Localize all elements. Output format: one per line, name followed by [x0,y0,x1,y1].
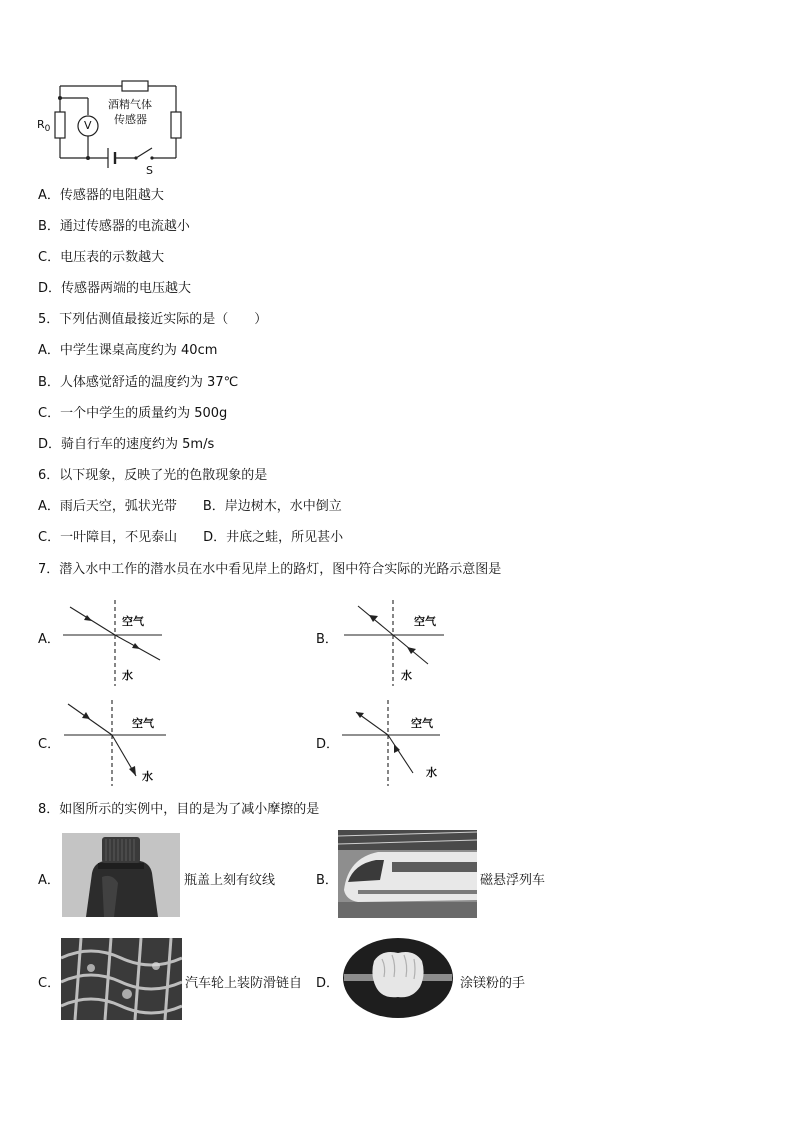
q7-diagram-a [60,598,200,688]
q5-option-a: A．中学生课桌高度约为 40cm [38,343,218,358]
chalked-hand-photo [342,937,454,1019]
circuit-diagram [36,78,196,178]
q7-letter-a: A． [38,632,60,647]
q8-stem: 8．如图所示的实例中，目的是为了减小摩擦的是 [38,802,320,817]
q7-a-air-label: 空气 [122,615,144,628]
q4-option-d: D．传感器两端的电压越大 [38,281,192,296]
q8-caption-b: 磁悬浮列车 [480,873,546,888]
switch-label: S [146,164,153,177]
q7-d-air-label: 空气 [411,717,433,730]
q7-letter-b: B． [316,632,338,647]
q7-letter-d: D． [316,737,340,752]
r0-letter: R [37,118,45,131]
snow-chain-tire-svg [61,938,182,1020]
q7-diagram-d [338,698,478,788]
q4-option-b: B．通过传感器的电流越小 [38,219,190,234]
q8-caption-a: 瓶盖上刻有纹线 [184,873,276,888]
q7-d-water-label: 水 [426,766,437,779]
q7-b-air-label: 空气 [414,615,436,628]
q7-a-water-label: 水 [122,669,133,682]
q8-letter-c: C． [38,976,61,991]
q4-option-a: A．传感器的电阻越大 [38,188,164,203]
maglev-train-photo [338,830,477,918]
q7-letter-c: C． [38,737,61,752]
bottle-cap-svg [62,833,180,917]
q5-option-d: D．骑自行车的速度约为 5m/s [38,437,215,452]
q7-diagram-c [60,698,200,788]
q6-stem: 6．以下现象，反映了光的色散现象的是 [38,468,268,483]
sensor-label-line1: 酒精气体 [108,98,152,111]
q7-stem: 7．潜入水中工作的潜水员在水中看见岸上的路灯，图中符合实际的光路示意图是 [38,562,502,577]
q7-diagram-c-svg [60,698,200,788]
q7-b-water-label: 水 [401,669,412,682]
maglev-train-svg [338,830,477,918]
q7-diagram-b [338,598,478,688]
q8-letter-a: A． [38,873,60,888]
r0-subscript: 0 [44,124,51,135]
q5-stem: 5．下列估测值最接近实际的是（ ） [38,312,268,327]
sensor-label-line2: 传感器 [114,113,147,126]
q7-diagram-d-svg [338,698,478,788]
chalked-hand-svg [342,937,454,1019]
q8-caption-c: 汽车轮上装防滑链自 [185,976,303,991]
q6-options-row1: A．雨后天空，弧状光带 B．岸边树木，水中倒立 [38,499,342,514]
q7-c-water-label: 水 [142,770,153,783]
snow-chain-tire-photo [61,938,182,1020]
voltmeter-label: V [84,119,92,132]
bottle-cap-photo [62,833,180,917]
q5-option-b: B．人体感觉舒适的温度约为 37℃ [38,375,239,390]
q4-option-c: C．电压表的示数越大 [38,250,165,265]
q8-letter-b: B． [316,873,338,888]
q8-letter-d: D． [316,976,340,991]
q7-c-air-label: 空气 [132,717,154,730]
q6-options-row2: C．一叶障目，不见泰山 D．井底之蛙，所见甚小 [38,530,344,545]
r0-label [37,118,50,134]
q5-option-c: C．一个中学生的质量约为 500g [38,406,228,421]
circuit-svg [36,78,196,178]
q8-caption-d: 涂镁粉的手 [460,976,526,991]
